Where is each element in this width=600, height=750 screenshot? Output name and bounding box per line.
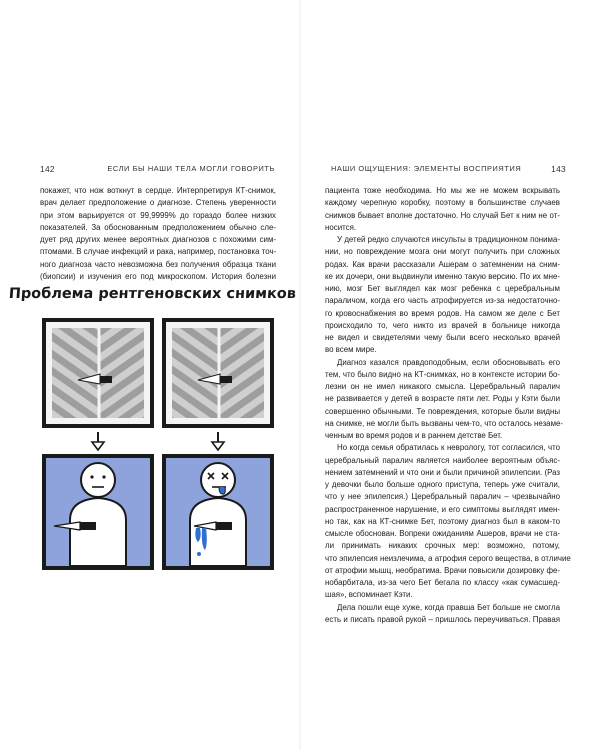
xray-panel-right bbox=[164, 320, 272, 426]
text-line: параличом, когда его часть атрофируется из-за недостаточно- bbox=[325, 296, 560, 306]
left-running-header bbox=[40, 164, 275, 174]
text-line: при этом варьируется от 99,9999% до гораздо более низких bbox=[40, 210, 276, 220]
text-line: во всем мире. bbox=[325, 345, 377, 355]
text-line: Но когда семья обратилась к неврологу, тот согласился, что bbox=[337, 443, 560, 453]
xray-panel-left bbox=[44, 320, 152, 426]
text-line: ке их дочери, они выдвинули именно такую версию. По их мне- bbox=[325, 271, 560, 281]
text-line: носится. bbox=[325, 222, 357, 232]
text-line: нобарбитала, из-за чего Бет бегала по классу «как сумасшед- bbox=[325, 578, 560, 587]
text-line: совершенно обычными. Те повреждения, которые были видны bbox=[325, 406, 560, 416]
text-line: родах. Как врачи рассказали Ашерам о затемнении на сним- bbox=[325, 259, 560, 269]
text-line: тем, что было видно на КТ-снимках, но в контексте истории бо- bbox=[325, 369, 560, 379]
text-line: ли принимать никаких срочных мер: возможно, потому, bbox=[325, 541, 560, 551]
text-line: шая», вспоминает Кэти. bbox=[325, 590, 413, 600]
text-line: (биопсии) и изучения его под микроскопом. История болезни bbox=[40, 271, 276, 281]
text-line: на снимке, не могли быть вызваны чем-то, что осталось незаме- bbox=[325, 418, 564, 428]
right-running-header bbox=[331, 164, 566, 174]
text-line: дует ряд других менее вероятных диагнозов с похожими сим- bbox=[40, 235, 276, 244]
xray-illustration bbox=[8, 270, 297, 590]
text-line: Диагноз казался правдоподобным, если обосновывать его bbox=[337, 357, 560, 367]
text-line: пациента тоже необходима. Но мы же не можем вскрывать bbox=[325, 186, 560, 195]
text-line: смысле обоснован. Вопреки ожиданиям Ашеров, врачи не ста- bbox=[325, 529, 560, 538]
text-line: врач делает предположение о диагнозе. Степень уверенности bbox=[40, 198, 276, 208]
arrow-down-right bbox=[212, 432, 224, 450]
text-line: что у нее эпилепсия.) Церебральный паралич – чрезвычайно bbox=[325, 492, 560, 502]
right-page bbox=[300, 0, 600, 750]
text-line: ченным во время родов и в раннем детстве Бет. bbox=[325, 431, 503, 440]
text-line: не видел и свидетелями чему были всего несколько врачей bbox=[325, 333, 560, 342]
right-body-text bbox=[325, 185, 571, 626]
text-line: но так, как на КТ-снимке Бет, поэтому диагноз был в каком-то bbox=[325, 516, 560, 526]
text-line: у девочки было больше одного приступа, теперь уже считали, bbox=[325, 480, 560, 489]
right-running-head-title: НАШИ ОЩУЩЕНИЯ: ЭЛЕМЕНТЫ ВОСПРИЯТИЯ bbox=[331, 164, 522, 173]
text-line: ного диагноза часто невозможна без получения образца ткани bbox=[40, 259, 276, 269]
text-line: распространенное нарушение, и его симптомы выглядят имен- bbox=[325, 504, 560, 514]
text-line: что эпилепсия неизлечима, а атрофия серого вещества, в отличие bbox=[325, 553, 571, 563]
text-line: показателей. За обоснованным предположением обычно сле- bbox=[40, 222, 276, 232]
text-line: покажет, что нож воткнут в сердце. Интерпретируя КТ-снимок, bbox=[40, 186, 276, 195]
right-page-number: 143 bbox=[551, 164, 566, 174]
text-line: нии, но повреждение мозга они могут получить при сложных bbox=[325, 247, 560, 257]
text-line: каждому черепную коробку, поэтому в большинстве случаев bbox=[325, 198, 560, 208]
left-page-number: 142 bbox=[40, 164, 55, 174]
text-line: от атрофии мышц, необратима. Врачи повысили дозировку фе- bbox=[325, 565, 560, 575]
text-line: У детей редко случаются инсульты в традиционном понима- bbox=[337, 235, 560, 244]
text-line: снимков бывает вполне достаточно. Но случай Бет к ним не от- bbox=[325, 210, 560, 220]
left-body-text bbox=[40, 185, 276, 283]
text-line: происходило то, чего никто из врачей в больнице никогда bbox=[325, 320, 560, 330]
arrow-down-left bbox=[92, 432, 104, 450]
text-line: церебральный паралич является наиболее вероятным объяс- bbox=[325, 455, 560, 465]
text-line: Дела пошли еще хуже, когда правша Бет больше не смогла bbox=[337, 602, 560, 612]
text-line: го кровоснабжения во время родов. На самом же деле с Бет bbox=[325, 308, 560, 318]
text-line: птомами. В случае инфекций и рака, например, постановка точ- bbox=[40, 247, 277, 257]
text-line: нением затемнений и что они и были причиной эпилепсии. (Раз bbox=[325, 467, 560, 477]
illustration-title: Проблема рентгеновских снимков bbox=[8, 286, 297, 302]
text-line: нию, мозг Бет выглядел как мозг ребенка с церебральным bbox=[325, 284, 560, 293]
person-panel-left bbox=[44, 456, 152, 568]
text-line: есть и писать правой рукой – пришлось переучиваться. Правая bbox=[325, 614, 560, 624]
text-line: лезни он не имел никакого смысла. Церебральный паралич bbox=[325, 382, 560, 391]
text-line: не развивается у детей в возрасте пяти лет. Роды у Кэти были bbox=[325, 394, 560, 404]
person-panel-right bbox=[164, 456, 272, 568]
left-running-head-title: ЕСЛИ БЫ НАШИ ТЕЛА МОГЛИ ГОВОРИТЬ bbox=[107, 164, 275, 173]
